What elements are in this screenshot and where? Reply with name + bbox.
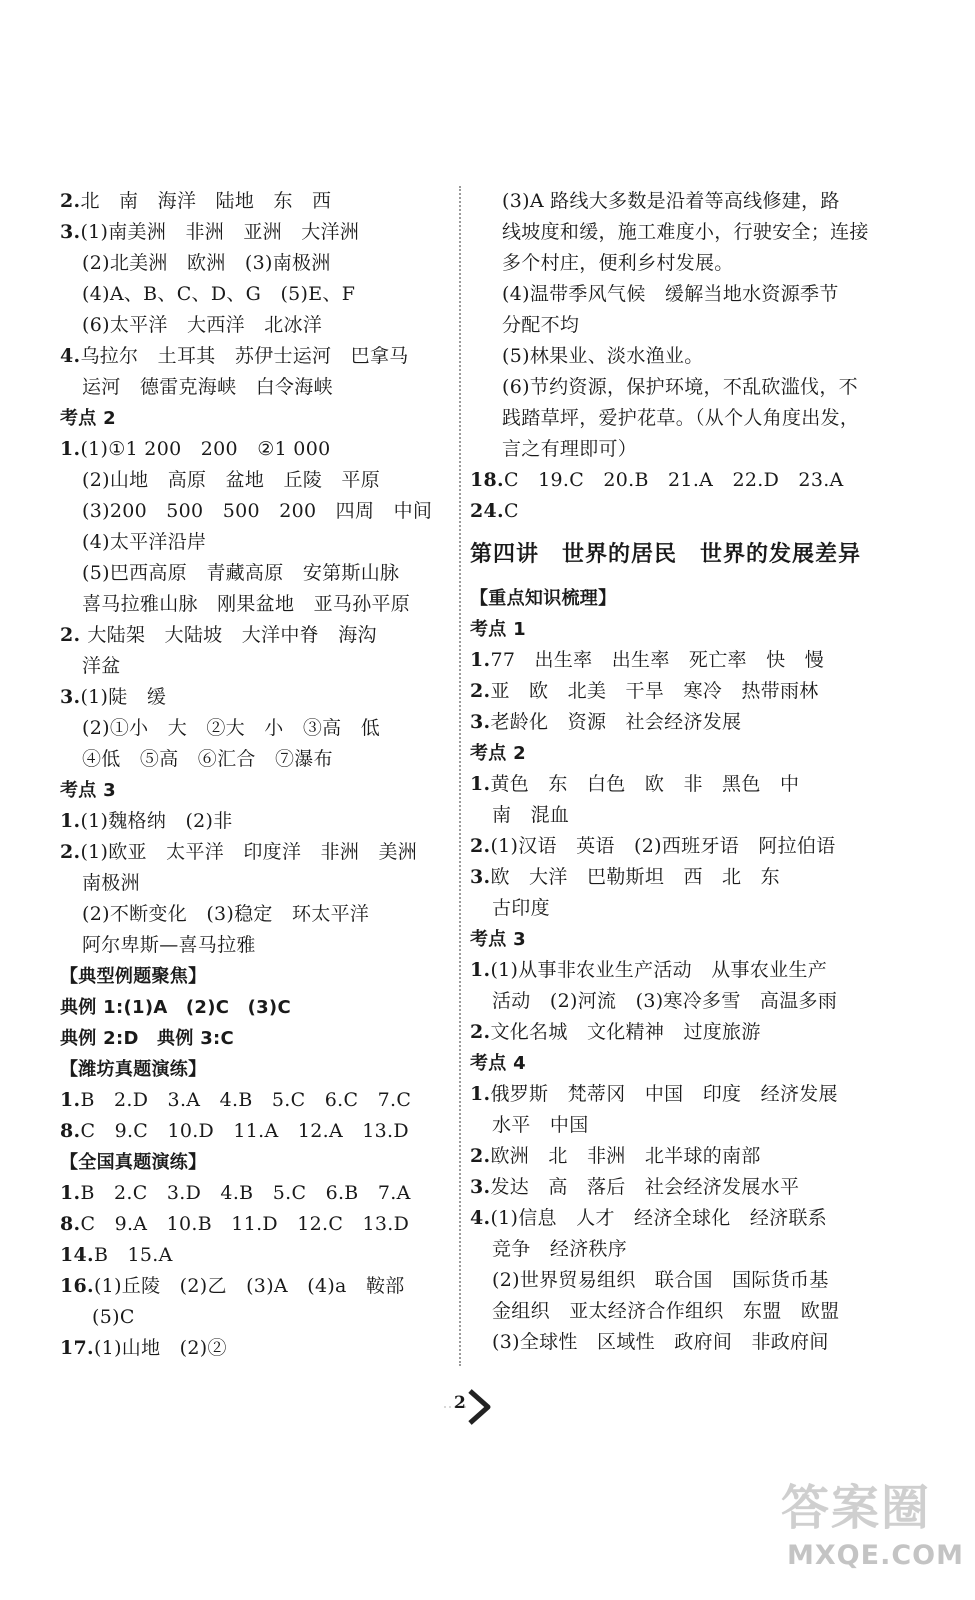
- answer-line: 分配不均: [502, 314, 580, 336]
- answer-line: (6)节约资源，保护环境，不乱砍滥伐，不: [502, 376, 858, 398]
- answer-line: 1.(1)从事非农业生产活动 从事农业生产: [470, 959, 828, 981]
- answer-line: 14.B 15.A: [60, 1244, 173, 1266]
- answer-line: 3.(1)南美洲 非洲 亚洲 大洋洲: [60, 221, 360, 243]
- answer-line: 多个村庄，便利乡村发展。: [502, 252, 734, 274]
- question-number: 3.: [470, 1176, 491, 1198]
- answer-line: (3)A 路线大多数是沿着等高线修建，路: [502, 190, 840, 212]
- question-number: 24.: [470, 500, 504, 522]
- answer-line: 古印度: [492, 897, 550, 919]
- section-heading: 考点 2: [60, 408, 116, 429]
- answer-line: 3.(1)陡 缓: [60, 686, 167, 708]
- question-number: 18.: [470, 469, 504, 491]
- watermark: [775, 1478, 965, 1598]
- answer-line: (4)A、B、C、D、G (5)E、F: [82, 283, 356, 305]
- answer-line: (3)200 500 500 200 四周 中间: [82, 500, 433, 522]
- section-heading: 典例 1:(1)A (2)C (3)C: [60, 997, 291, 1018]
- answer-line: (2)北美洲 欧洲 (3)南极洲: [82, 252, 331, 274]
- answer-line: (5)林果业、淡水渔业。: [502, 345, 704, 367]
- section-heading: 考点 1: [470, 619, 526, 640]
- answer-line: 2.文化名城 文化精神 过度旅游: [470, 1021, 761, 1043]
- answer-line: 17.(1)山地 (2)②: [60, 1337, 227, 1359]
- answer-line: 1.(1)魏格纳 (2)非: [60, 810, 233, 832]
- section-heading: 【重点知识梳理】: [470, 588, 617, 609]
- question-number: 17.: [60, 1337, 94, 1359]
- question-number: 3.: [60, 221, 81, 243]
- right-bottom-block: [470, 583, 875, 1358]
- answer-line: 4.(1)信息 人才 经济全球化 经济联系: [470, 1207, 828, 1229]
- section-heading: 考点 3: [470, 929, 526, 950]
- answer-line: 线坡度和缓，施工难度小，行驶安全；连接: [502, 221, 869, 243]
- question-number: 14.: [60, 1244, 94, 1266]
- answer-line: 言之有理即可）: [502, 438, 638, 460]
- answer-line: 16.(1)丘陵 (2)乙 (3)A (4)a 鞍部: [60, 1275, 405, 1297]
- section-heading: 考点 3: [60, 780, 116, 801]
- answer-line: 2.欧洲 北 非洲 北半球的南部: [470, 1145, 761, 1167]
- answer-line: (4)太平洋沿岸: [82, 531, 207, 553]
- question-number: 2.: [470, 835, 491, 857]
- question-number: 4.: [470, 1207, 491, 1229]
- left-answer-column: [60, 186, 450, 1364]
- answer-line: (6)太平洋 大西洋 北冰洋: [82, 314, 323, 336]
- answer-line: 24.C: [470, 500, 519, 522]
- chevron-right-icon: [440, 1385, 500, 1429]
- section-heading: 【潍坊真题演练】: [60, 1059, 207, 1080]
- answer-line: 4.乌拉尔 土耳其 苏伊士运河 巴拿马: [60, 345, 409, 367]
- question-number: 2.: [470, 680, 491, 702]
- column-divider: [459, 186, 461, 1366]
- answer-line: 3.欧 大洋 巴勒斯坦 西 北 东: [470, 866, 780, 888]
- answer-line: 1.(1)①1 200 200 ②1 000: [60, 438, 331, 460]
- question-number: 1.: [60, 810, 81, 832]
- answer-line: 8.C 9.A 10.B 11.D 12.C 13.D: [60, 1213, 410, 1235]
- answer-line: 3.老龄化 资源 社会经济发展: [470, 711, 742, 733]
- answer-line: 南极洲: [82, 872, 140, 894]
- answer-line: 竞争 经济秩序: [492, 1238, 628, 1260]
- answer-line: 喜马拉雅山脉 刚果盆地 亚马孙平原: [82, 593, 411, 615]
- answer-line: (2)不断变化 (3)稳定 环太平洋: [82, 903, 370, 925]
- question-number: 1.: [470, 773, 491, 795]
- question-number: 2.: [60, 190, 81, 212]
- question-number: 2.: [60, 624, 88, 646]
- page-number: 2: [454, 1393, 466, 1413]
- section-heading: 【全国真题演练】: [60, 1152, 207, 1173]
- answer-line: 8.C 9.C 10.D 11.A 12.A 13.D: [60, 1120, 409, 1142]
- answer-line: 2.亚 欧 北美 干旱 寒冷 热带雨林: [470, 680, 819, 702]
- question-number: 3.: [470, 711, 491, 733]
- question-number: 1.: [60, 1089, 81, 1111]
- question-number: 8.: [60, 1120, 81, 1142]
- answer-line: 1.黄色 东 白色 欧 非 黑色 中: [470, 773, 800, 795]
- answer-line: 洋盆: [82, 655, 121, 677]
- section-title: 第四讲 世界的居民 世界的发展差异: [470, 542, 862, 567]
- answer-line: (3)全球性 区域性 政府间 非政府间: [492, 1331, 829, 1353]
- page-footer: [440, 1385, 500, 1429]
- question-number: 2.: [470, 1145, 491, 1167]
- question-number: 16.: [60, 1275, 94, 1297]
- answer-line: (5)巴西高原 青藏高原 安第斯山脉: [82, 562, 400, 584]
- answer-line: 水平 中国: [492, 1114, 589, 1136]
- answer-line: 2.(1)欧亚 太平洋 印度洋 非洲 美洲: [60, 841, 418, 863]
- question-number: 4.: [60, 345, 81, 367]
- answer-line: 2. 大陆架 大陆坡 大洋中脊 海沟: [60, 624, 377, 646]
- answer-line: 1.俄罗斯 梵蒂冈 中国 印度 经济发展: [470, 1083, 838, 1105]
- question-number: 3.: [470, 866, 491, 888]
- right-answer-column: [470, 186, 875, 1358]
- question-number: 1.: [60, 1182, 81, 1204]
- answer-line: 1.B 2.C 3.D 4.B 5.C 6.B 7.A: [60, 1182, 411, 1204]
- answer-line: 金组织 亚太经济合作组织 东盟 欧盟: [492, 1300, 840, 1322]
- answer-line: 1.B 2.D 3.A 4.B 5.C 6.C 7.C: [60, 1089, 412, 1111]
- answer-line: 2.(1)汉语 英语 (2)西班牙语 阿拉伯语: [470, 835, 836, 857]
- answer-line: 1.77 出生率 出生率 死亡率 快 慢: [470, 649, 825, 671]
- answer-line: ④低 ⑤高 ⑥汇合 ⑦瀑布: [82, 748, 333, 770]
- answer-line: 18.C 19.C 20.B 21.A 22.D 23.A: [470, 469, 844, 491]
- question-number: 1.: [470, 1083, 491, 1105]
- section-heading: 考点 4: [470, 1053, 526, 1074]
- section-heading: 考点 2: [470, 743, 526, 764]
- section-heading: 【典型例题聚焦】: [60, 966, 207, 987]
- answer-line: 3.发达 高 落后 社会经济发展水平: [470, 1176, 800, 1198]
- watermark-url: MXQE.COM: [787, 1540, 964, 1571]
- answer-line: (2)山地 高原 盆地 丘陵 平原: [82, 469, 381, 491]
- answer-line: 阿尔卑斯—喜马拉雅: [82, 934, 256, 956]
- answer-line: 运河 德雷克海峡 白令海峡: [82, 376, 333, 398]
- right-top-block: [470, 186, 875, 527]
- answer-line: (5)C: [92, 1306, 135, 1328]
- watermark-logo: 答案圈: [781, 1480, 932, 1536]
- question-number: 2.: [60, 841, 81, 863]
- question-number: 1.: [60, 438, 81, 460]
- answer-line: (2)世界贸易组织 联合国 国际货币基: [492, 1269, 829, 1291]
- section-heading: 典例 2:D 典例 3:C: [60, 1028, 235, 1049]
- answer-line: 2.北 南 海洋 陆地 东 西: [60, 190, 332, 212]
- question-number: 8.: [60, 1213, 81, 1235]
- question-number: 1.: [470, 959, 491, 981]
- answer-line: 南 混血: [492, 804, 570, 826]
- question-number: 1.: [470, 649, 491, 671]
- question-number: 3.: [60, 686, 81, 708]
- answer-line: (2)①小 大 ②大 小 ③高 低: [82, 717, 381, 739]
- answer-line: 活动 (2)河流 (3)寒冷多雪 高温多雨: [492, 990, 838, 1012]
- answer-line: (4)温带季风气候 缓解当地水资源季节: [502, 283, 839, 305]
- question-number: 2.: [470, 1021, 491, 1043]
- answer-line: 践踏草坪，爱护花草。（从个人角度出发，: [502, 407, 860, 429]
